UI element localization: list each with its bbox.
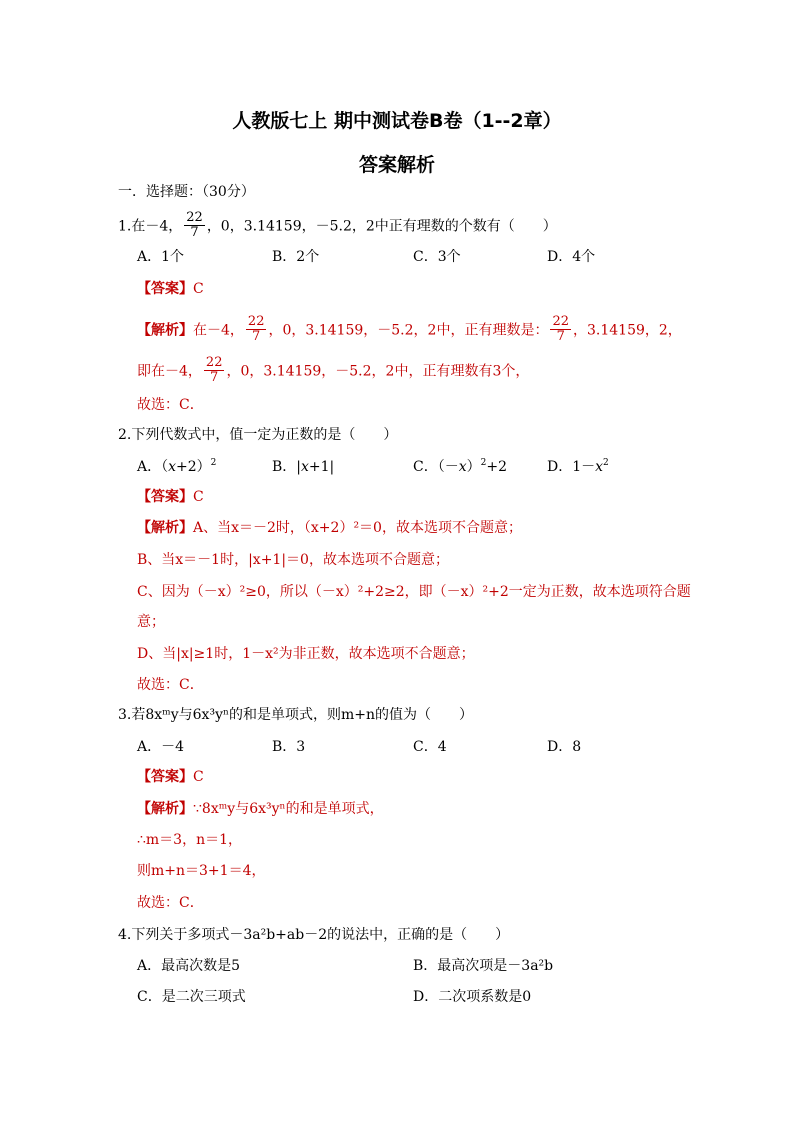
question-2-stem: 2.下列代数式中，值一定为正数的是（ ）: [118, 427, 398, 443]
q2-option-b: [272, 458, 334, 476]
q1-stem-part-b: ，0，3.14159，－5.2，2中正有理数的个数有（ ）: [206, 218, 557, 235]
q4-option-d: D．二次项系数是0: [413, 989, 532, 1005]
variable: x: [301, 459, 309, 475]
q2-option-d: [547, 458, 609, 476]
q1-analysis-line-1: [137, 316, 682, 345]
page-subtitle: 答案解析: [358, 154, 435, 176]
q2-analysis-line-3: C、因为（－x）²≥0，所以（－x）²+2≥2，即（－x）²+2一定为正数，故本选项符合题: [137, 584, 691, 600]
q3-analysis-line-2: ∴m＝3，n＝1，: [137, 832, 243, 848]
analysis-tag: 【解析】: [137, 801, 193, 817]
q3-option-c: C．4: [413, 739, 447, 755]
option-text: ）: [466, 459, 481, 475]
option-text: +2: [486, 459, 507, 475]
fraction: [204, 356, 225, 385]
q4-option-b: B．最高次项是－3a²b: [413, 958, 554, 974]
fraction-numerator: 22: [205, 355, 223, 370]
q1-option-d: D．4个: [547, 249, 596, 265]
answer-tag: 【答案】: [137, 489, 193, 505]
question-1-stem: [118, 212, 557, 241]
fraction-numerator: 22: [186, 210, 203, 225]
option-text: +2）: [176, 459, 211, 475]
page-title: 人教版七上 期中测试卷B卷（1--2章）: [232, 110, 562, 132]
analysis-tag: 【解析】: [137, 520, 193, 536]
section-heading: 一．选择题：（30分）: [118, 184, 255, 200]
q4-option-c: C．是二次三项式: [137, 989, 246, 1005]
option-text: D．1－: [547, 459, 596, 475]
analysis-text: ，0，3.14159，－5.2，2中，正有理数有3个，: [226, 363, 530, 380]
q1-option-a: A．1个: [137, 249, 185, 265]
q1-answer: [137, 280, 204, 298]
answer-value: C: [193, 489, 204, 505]
exponent: 2: [603, 458, 609, 468]
fraction-denominator: 7: [252, 329, 261, 344]
q1-option-c: C．3个: [413, 249, 461, 265]
q4-option-a: A．最高次数是5: [137, 958, 241, 974]
variable: x: [458, 459, 467, 475]
q3-option-d: D．8: [547, 739, 582, 755]
exponent: 2: [480, 458, 487, 468]
q1-stem-part-a: 1.在－4，: [118, 218, 183, 235]
analysis-text: A、当x＝－2时，（x+2）²＝0，故本选项不合题意；: [193, 520, 522, 536]
fraction-denominator: 7: [190, 225, 199, 240]
answer-value: C: [193, 769, 204, 785]
question-4-stem: 4.下列关于多项式－3a²b+ab－2的说法中，正确的是（ ）: [118, 927, 510, 943]
q2-answer: [137, 488, 204, 506]
analysis-text: 即在－4，: [137, 363, 202, 380]
option-text: B．|: [272, 459, 302, 475]
analysis-text: 在－4，: [193, 322, 244, 339]
q1-option-b: B．2个: [272, 249, 320, 265]
fraction: [184, 211, 205, 240]
fraction: [246, 315, 267, 344]
variable: x: [595, 459, 604, 475]
q2-analysis-line-4: 意；: [137, 614, 165, 630]
fraction-numerator: 22: [552, 314, 569, 329]
analysis-text: ，0，3.14159，－5.2，2中，正有理数是：: [268, 322, 549, 339]
q2-analysis-line-2: B、当x＝－1时，|x+1|＝0，故本选项不合题意；: [137, 552, 449, 568]
q2-conclusion: 故选：C．: [137, 677, 204, 693]
option-text: +1|: [308, 459, 335, 475]
fraction-denominator: 7: [556, 329, 565, 344]
answer-tag: 【答案】: [137, 281, 193, 297]
analysis-text: ，3.14159，2，: [573, 322, 682, 339]
answer-value: C: [193, 281, 204, 297]
question-3-stem: 3.若8xᵐy与6x³yⁿ的和是单项式，则m+n的值为（ ）: [118, 707, 474, 723]
q3-option-a: A．－4: [137, 739, 185, 755]
fraction-denominator: 7: [210, 370, 219, 385]
variable: x: [168, 459, 177, 475]
q2-analysis-line-5: D、当|x|≥1时，1－x²为非正数，故本选项不合题意；: [137, 646, 475, 662]
q3-analysis-line-3: 则m+n＝3+1＝4，: [137, 863, 266, 879]
analysis-tag: 【解析】: [137, 322, 193, 339]
option-text: C．（－: [413, 459, 459, 475]
option-text: A．（: [137, 459, 169, 475]
q3-analysis-line-1: [137, 800, 384, 818]
exponent: 2: [210, 458, 217, 468]
analysis-text: ∵8xᵐy与6x³yⁿ的和是单项式，: [193, 801, 384, 817]
fraction-numerator: 22: [247, 314, 265, 329]
q3-option-b: B．3: [272, 739, 306, 755]
q2-option-c: [413, 458, 507, 476]
q3-answer: [137, 768, 204, 786]
q1-conclusion: 故选：C．: [137, 397, 204, 413]
q1-analysis-line-2: [137, 357, 529, 386]
answer-tag: 【答案】: [137, 769, 193, 785]
q2-option-a: [137, 458, 216, 476]
q3-conclusion: 故选：C．: [137, 895, 204, 911]
q2-analysis-line-1: [137, 519, 522, 537]
fraction: [550, 315, 571, 344]
